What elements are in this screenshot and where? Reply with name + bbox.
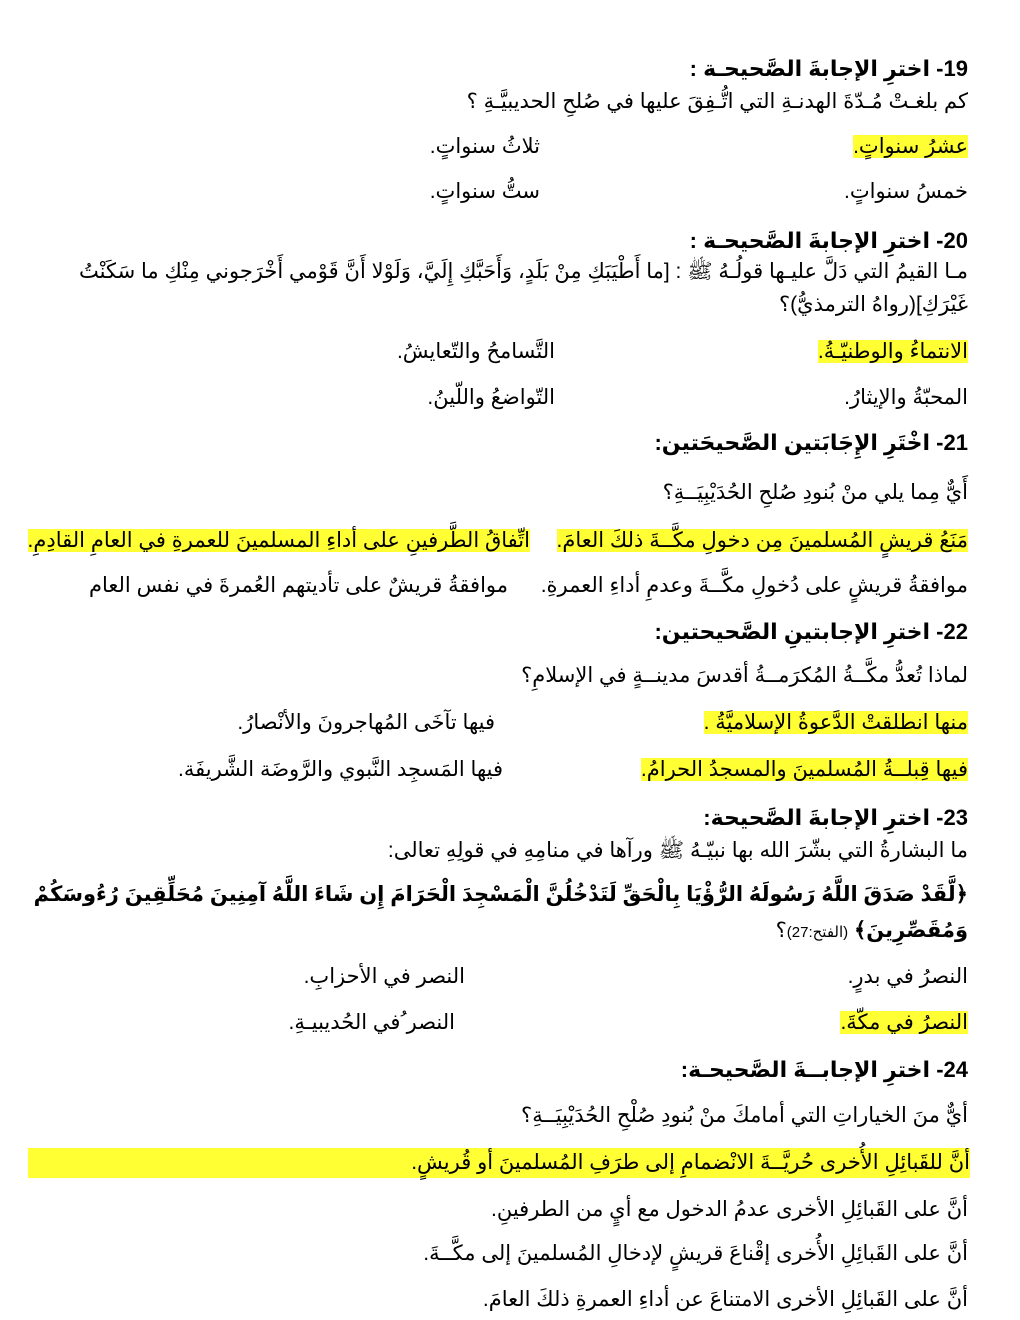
q23-option-4[interactable]: النصر ُفي الحُديبيـةِ. xyxy=(288,1011,455,1034)
option-text: أنَّ للقَبائِلِ الأُخرى حُريَّــةَ الانْضمامِ إلى طرَفِ المُسلمينَ أو قُريشٍ. xyxy=(411,1151,970,1174)
q21-option-1[interactable] xyxy=(557,527,969,555)
q20-option-3[interactable]: المحبّةُ والإيثارُ. xyxy=(844,386,968,409)
q19-option-3[interactable]: خمسُ سنواتٍ. xyxy=(844,180,968,203)
option-text: النصرُ في مكّةَ. xyxy=(840,1011,968,1034)
q20-prompt-line2: غَيْرَكِ](رواهُ الترمذيُّ)؟ xyxy=(779,293,968,316)
q24-heading: 24- اخترِ الإجابــةَ الصَّحيحـة: xyxy=(680,1057,968,1082)
q19-option-4[interactable]: ستُّ سنواتٍ. xyxy=(429,180,540,203)
q20-heading: 20- اخترِ الإجابةَ الصَّحيحـة : xyxy=(689,228,968,253)
q20-option-4[interactable]: التّواضعُ واللّينُ. xyxy=(427,386,555,409)
q19-heading: 19- اخترِ الإجابةَ الصَّحيحـة : xyxy=(689,56,968,81)
q20-prompt-line1: مـا القيمُ التي دَلَّ عليـها قولُـهُ ﷺ : [ما أَطْيَبَكِ مِنْ بَلَدٍ، وَأَحَبَّكِ إِلَيَّ، وَلَوْلا أَنَّ قَوْمي أَخْرَجوني مِنْكِ ما سَكَنْتُ xyxy=(79,260,968,283)
q20-option-1[interactable] xyxy=(818,338,968,366)
q24-prompt: أيٌّ منَ الخياراتِ التي أمامكَ منْ بُنودِ صُلْحِ الحُدَيْبِيَــةِ؟ xyxy=(521,1104,968,1127)
q23-option-1[interactable]: النصرُ في بدرٍ. xyxy=(847,965,968,988)
q21-option-4[interactable]: موافقةُ قريشٌ على تأديتهم العُمرةَ في نفس العام xyxy=(89,574,508,597)
q24-option-1[interactable] xyxy=(28,1148,970,1178)
q22-option-2[interactable]: فيها تآخَى المُهاجرونَ والأنْصارُ. xyxy=(237,711,495,734)
option-text: عشرُ سنواتٍ. xyxy=(853,135,968,158)
q23-verse-line2 xyxy=(776,918,968,946)
q22-option-4[interactable]: فيها المَسجِد النَّبوي والرَّوضَة الشَّريفَة. xyxy=(178,758,503,781)
q24-option-3[interactable]: أنَّ على القَبائِلِ الأُخرى إقْناعَ قريشٍ لإدخالِ المُسلمينَ إلى مكَّــةَ. xyxy=(423,1242,968,1265)
q23-heading: 23- اخترِ الإجابةَ الصَّحيحة: xyxy=(703,805,968,830)
q20-option-2[interactable]: التَّسامحُ والتّعايشُ. xyxy=(396,340,555,363)
option-text: فيها قِبلــةُ المُسلمينَ والمسجدُ الحرامُ. xyxy=(640,758,968,781)
q22-prompt: لماذا تُعدُّ مكَّــةُ المُكرَمــةُ أقدسَ مدينــةٍ في الإسلامِ؟ xyxy=(521,664,968,687)
option-text: مَنَعُ قريشٍ المُسلمينَ مِن دخولِ مكَّــةَ ذلكَ العامَ. xyxy=(556,529,968,552)
verse-reference: (الفتح:27) xyxy=(786,924,849,941)
q23-verse-line1: ﴿لَّقَدْ صَدَقَ اللَّهُ رَسُولَهُ الرُّؤْيَا بِالْحَقِّ لَتَدْخُلُنَّ الْمَسْجِدَ الْحَرَامَ إِن شَاءَ اللَّهُ آمِنِينَ مُحَلِّقِينَ رُءُوسَكُمْ xyxy=(33,883,968,906)
q23-option-2[interactable]: النصر في الأحزابِ. xyxy=(303,965,465,988)
option-text: اتِّفاقُ الطَّرفينِ على أداءِ المسلمينَ للعمرةِ في العامِ القادِمِ. xyxy=(27,529,530,552)
q23-option-3[interactable] xyxy=(840,1009,968,1037)
q21-prompt: أَيٌّ مِما يلي منْ بُنودِ صُلحِ الحُدَيْبِيَــةِ؟ xyxy=(662,481,968,504)
q19-option-1[interactable] xyxy=(853,133,968,161)
q19-prompt: كم بلغـتْ مُـدّةَ الهدنـةِ التي اتُّـفِقَ عليها في صُلحِ الحديبيَّـةِ ؟ xyxy=(466,90,968,113)
q21-option-3[interactable]: موافقةُ قريشٍ على دُخولِ مكَّــةَ وعدمِ أداءِ العمرةِ. xyxy=(540,574,968,597)
q19-option-2[interactable]: ثلاثُ سنواتٍ. xyxy=(429,135,540,158)
q22-heading: 22- اخترِ الإجابتينِ الصَّحيحتين: xyxy=(654,619,968,644)
verse-question-mark: ؟ xyxy=(775,919,787,942)
verse-end: وَمُقَصِّرِينَ﴾ xyxy=(853,919,968,942)
q24-option-2[interactable]: أنَّ على القَبائِلِ الأخرى عدمُ الدخول مع أيٍ من الطرفينِ. xyxy=(491,1198,968,1221)
option-text: الانتماءُ والوطنيّـةُ. xyxy=(817,340,968,363)
q21-heading: 21- اخْتَرِ الإِجَابَتين الصَّحيحَتين: xyxy=(654,430,968,455)
q24-option-4[interactable]: أنَّ على القَبائِلِ الأخرى الامتناعَ عن أداءِ العمرةِ ذلكَ العامَ. xyxy=(482,1288,968,1311)
q23-prompt: ما البشارةُ التي بشّرَ الله بها نبيّـهُ ﷺ ورآها في منامِهِ في قولِهِ تعالى: xyxy=(387,839,968,862)
q22-option-3[interactable] xyxy=(641,756,968,784)
q22-option-1[interactable] xyxy=(704,709,968,737)
option-text: منها انطلقتْ الدَّعوةُ الإسلاميَّةُ . xyxy=(703,711,968,734)
q21-option-2[interactable] xyxy=(28,527,530,555)
